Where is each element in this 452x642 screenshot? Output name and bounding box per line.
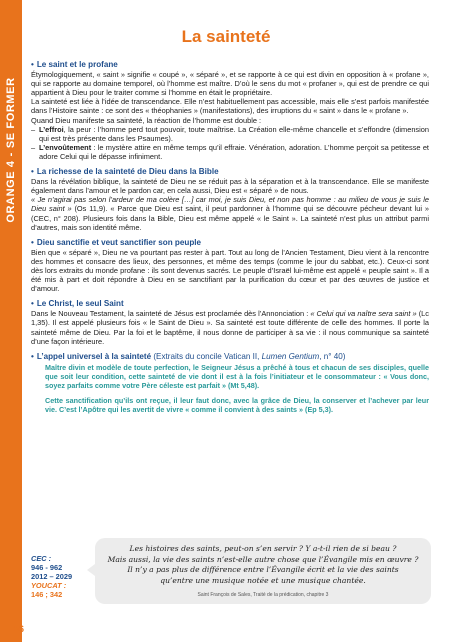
catechism-references	[31, 554, 93, 599]
bullet-icon: •	[31, 167, 34, 177]
bible-quote: « Celui qui va naître sera saint »	[310, 309, 417, 319]
paragraph: Dans la révélation biblique, la sainteté de Dieu ne se réduit pas à la séparation et à la transcendance. Elle se manifeste également dans l’amour et le pardon car, en cela aussi, Dieu est « séparé » de nous.	[31, 177, 429, 196]
bubble-line: Mais aussi, la vie des saints n’est-elle autre chose que l’Évangile mis en œuvre ?	[107, 554, 419, 564]
main-content	[31, 60, 429, 420]
bullet-icon: •	[31, 351, 34, 361]
paragraph: Bien que « séparé », Dieu ne va pourtant pas rester à part. Tout au long de l’Ancien Testament, Dieu vient à la rencontre des hommes et consacre des lieux, des personnes, et même des temps (comme le jour du sabbat, etc.). Ceux-ci sont dès lors extraits du monde profane : ils sont devenus sacrés. Le peuple d’Israël lui-même est appelé « peuple saint ». Il a été mis à part et doit répondre à Dieu en se sanctifiant par la purification du cœur et par des œuvres de justice et d’amour.	[31, 247, 429, 294]
chapter-sidebar	[0, 0, 25, 642]
heading-text: Le Christ, le seul Saint	[36, 299, 124, 309]
list-text: : le mystère attire en même temps qu’il effraie. Vénération, adoration. L’homme perçoit sa petitesse et adore Celui qui le dépasse infiniment.	[39, 142, 429, 161]
section-heading	[31, 60, 429, 69]
paragraph-text: Dans le Nouveau Testament, la sainteté de Jésus est proclamée dès l’Annonciation :	[31, 309, 311, 319]
bubble-line: qu’entre une musique notée et une musique chantée.	[160, 575, 366, 585]
section-name: SE FORMER	[5, 77, 17, 149]
heading-text: Dieu sanctifie et veut sanctifier son peuple	[36, 237, 202, 247]
bubble-line: Les histoires des saints, peut-on s’en servir ? Y a-t-il rien de si beau ?	[129, 544, 397, 553]
list-term: L’envoûtement	[39, 142, 92, 152]
list-item	[31, 143, 429, 161]
paragraph: Quand Dieu manifeste sa sainteté, la réaction de l’homme est double :	[31, 115, 262, 125]
bubble-tail	[87, 564, 95, 576]
cec-ref: 946 - 962	[31, 563, 63, 572]
quote-paragraph: Cette sanctification qu’ils ont reçue, il leur faut donc, avec la grâce de Dieu, la conserver et l’achever par leur vie. C’est l’Apôtre qui les avertit de vivre « comme il convient à des saints » (Ep 5,3).	[45, 395, 429, 414]
heading-text: La richesse de la sainteté de Dieu dans la Bible	[36, 167, 219, 177]
section-heading	[31, 167, 429, 176]
council-quote	[45, 363, 429, 414]
paragraph: La sainteté est liée à l’idée de transcendance. Elle n’est habituellement pas accessible, mais elle s’est parfois manifestée dans l’Histoire sainte : ce sont des « théophanies » (manifestations), des irruptions du « saint » dans le « profane ».	[31, 97, 429, 116]
dash-marker: –	[31, 142, 36, 152]
paragraph	[31, 195, 429, 231]
cec-label: CEC :	[31, 554, 52, 563]
section-christ	[31, 299, 429, 345]
youcat-ref: 146 ; 342	[31, 590, 63, 599]
paragraph-text: (Os 11,9). « Parce que Dieu est saint, il peut pardonner à l’homme qui se découvre pécheur devant lui » (CEC, n° 208). Plusieurs fois dans la Bible, Dieu est même appelé « le Saint ». La sainteté n’est plus un attribut parmi d’autres, mais son identité même.	[31, 204, 430, 232]
page-title: La sainteté	[181, 27, 271, 46]
paragraph-text: (Lc 1,35). Il est appelé plusieurs fois « le Saint de Dieu ». Sa sainteté est toute différente de celle des hommes. Il porte la sainteté même de Dieu. Par la foi et le baptême, il nous donne de participer à sa vie : il nous communique sa sainteté d’une façon intérieure.	[31, 309, 429, 346]
bullet-icon: •	[31, 60, 34, 69]
section-sanctifie	[31, 238, 429, 294]
list-term: L’effroi	[39, 124, 64, 134]
quote-bubble	[95, 538, 431, 604]
cec-ref: 2012 – 2029	[31, 572, 73, 581]
chapter-name: ORANGE 4	[5, 160, 17, 223]
bullet-icon: •	[31, 299, 34, 309]
bullet-icon: •	[31, 237, 34, 247]
heading-source-end: , n° 40)	[319, 351, 346, 361]
section-saint-profane	[31, 60, 429, 161]
section-appel	[31, 352, 429, 414]
list-item	[31, 125, 429, 143]
bubble-quote	[103, 544, 423, 586]
saints-callout	[31, 538, 433, 605]
quote-paragraph: Maître divin et modèle de toute perfection, le Seigneur Jésus a prêché à tous et chacun de ses disciples, quelle que soit leur condition, cette sainteté de vie dont il est à la fois l’initiateur et le consommateur : « Vous donc, soyez parfaits comme votre Père céleste est parfait » (Mt 5,48).	[45, 362, 429, 390]
list-text: , la peur : l’homme perd tout pouvoir, toute maîtrise. La Création elle-même chancelle et s’effondre (dimension qui est très présente dans les Psaumes).	[39, 124, 429, 143]
youcat-label: YOUCAT :	[31, 581, 67, 590]
bible-quote: « Je n’agirai pas selon l’ardeur de ma colère […] car moi, je suis Dieu, et non pas homme : au milieu de vous je suis le Dieu saint »	[31, 195, 429, 214]
section-heading	[31, 238, 429, 247]
paragraph: Étymologiquement, « saint » signifie « coupé », « séparé », et se rapporte à ce qui est divin en opposition à « profane », qui se rapporte au domaine temporel, où l’homme est maître. D’où le sens du mot « profaner », qui est de prendre ce qui appartient à Dieu pour le traiter comme si l’homme en était le propriétaire.	[31, 70, 429, 98]
heading-text: L’appel universel à la sainteté	[36, 351, 152, 361]
section-richesse	[31, 167, 429, 232]
paragraph	[31, 309, 429, 345]
chapter-label	[5, 77, 17, 222]
heading-text: Le saint et le profane	[36, 60, 118, 69]
bubble-source: Saint François de Sales, Traité de la prédication, chapitre 3	[197, 592, 329, 598]
chapter-separator: -	[5, 152, 17, 157]
dash-marker: –	[31, 124, 36, 134]
bubble-line: Il n’y a pas plus de différence entre l’Évangile écrit et la vie des saints	[127, 565, 399, 574]
heading-source-doc: Lumen Gentium	[261, 351, 320, 361]
section-heading	[31, 352, 429, 361]
page-number: 56	[14, 624, 25, 634]
section-heading	[31, 299, 429, 308]
heading-source: (Extraits du concile Vatican II,	[151, 351, 262, 361]
